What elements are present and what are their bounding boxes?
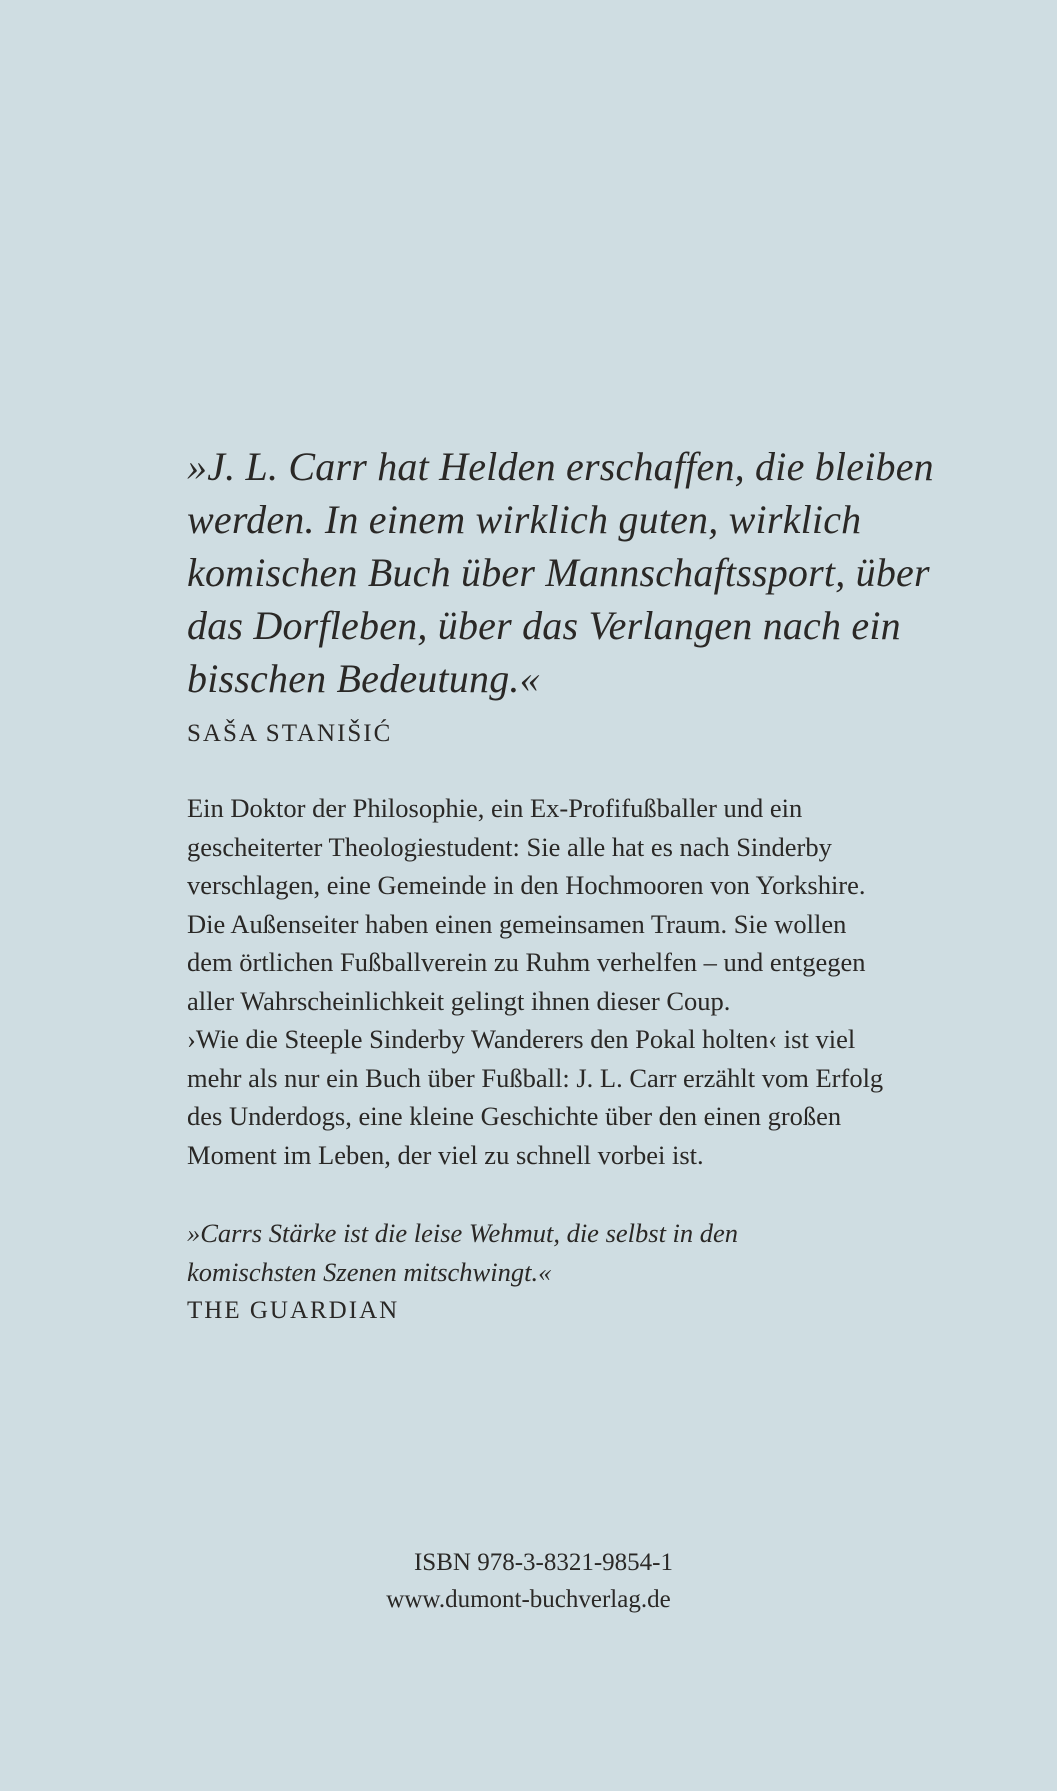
blurb-line: dem örtlichen Fußballverein zu Ruhm verhelfen – und entgegen [187, 947, 866, 977]
isbn: ISBN 978-3-8321-9854-1 [413, 1549, 673, 1576]
second-quote-line: komischsten Szenen mitschwingt.« [187, 1257, 552, 1287]
blurb-line: Ein Doktor der Philosophie, ein Ex-Profifußballer und ein [187, 793, 803, 823]
cover-text-block [187, 440, 947, 1328]
imprint [0, 1544, 1057, 1618]
blurb-line: des Underdogs, eine kleine Geschichte über den einen großen [187, 1101, 842, 1131]
main-quote-line: komischen Buch über Mannschaftssport, über [187, 550, 930, 595]
publisher-url: www.dumont-buchverlag.de [386, 1586, 671, 1613]
blurb-line: Moment im Leben, der viel zu schnell vorbei ist. [187, 1139, 704, 1170]
second-quote-line: »Carrs Stärke ist die leise Wehmut, die selbst in den [187, 1218, 739, 1248]
main-quote-line: bisschen Bedeutung.« [187, 656, 540, 701]
main-quote [187, 440, 947, 705]
main-quote-line: das Dorfleben, über das Verlangen nach ein [187, 603, 901, 648]
blurb-text [187, 789, 947, 1174]
second-quote-author: THE GUARDIAN [187, 1297, 400, 1324]
main-quote-line: werden. In einem wirklich guten, wirklich [187, 497, 862, 542]
blurb-line: gescheiterter Theologiestudent: Sie alle hat es nach Sinderby [187, 831, 832, 862]
main-quote-line: »J. L. Carr hat Helden erschaffen, die bleiben [187, 444, 934, 489]
main-quote-author: SAŠA STANIŠIĆ [187, 720, 393, 747]
blurb-line: ›Wie die Steeple Sinderby Wanderers den Pokal holten‹ ist viel [187, 1024, 856, 1054]
blurb-line: Die Außenseiter haben einen gemeinsamen Traum. Sie wollen [187, 908, 847, 939]
blurb-line: aller Wahrscheinlichkeit gelingt ihnen dieser Coup. [187, 985, 731, 1016]
second-quote [187, 1214, 947, 1292]
blurb-line: mehr als nur ein Buch über Fußball: J. L. Carr erzählt vom Erfolg [187, 1062, 884, 1093]
blurb-line: verschlagen, eine Gemeinde in den Hochmooren von Yorkshire. [187, 870, 866, 900]
